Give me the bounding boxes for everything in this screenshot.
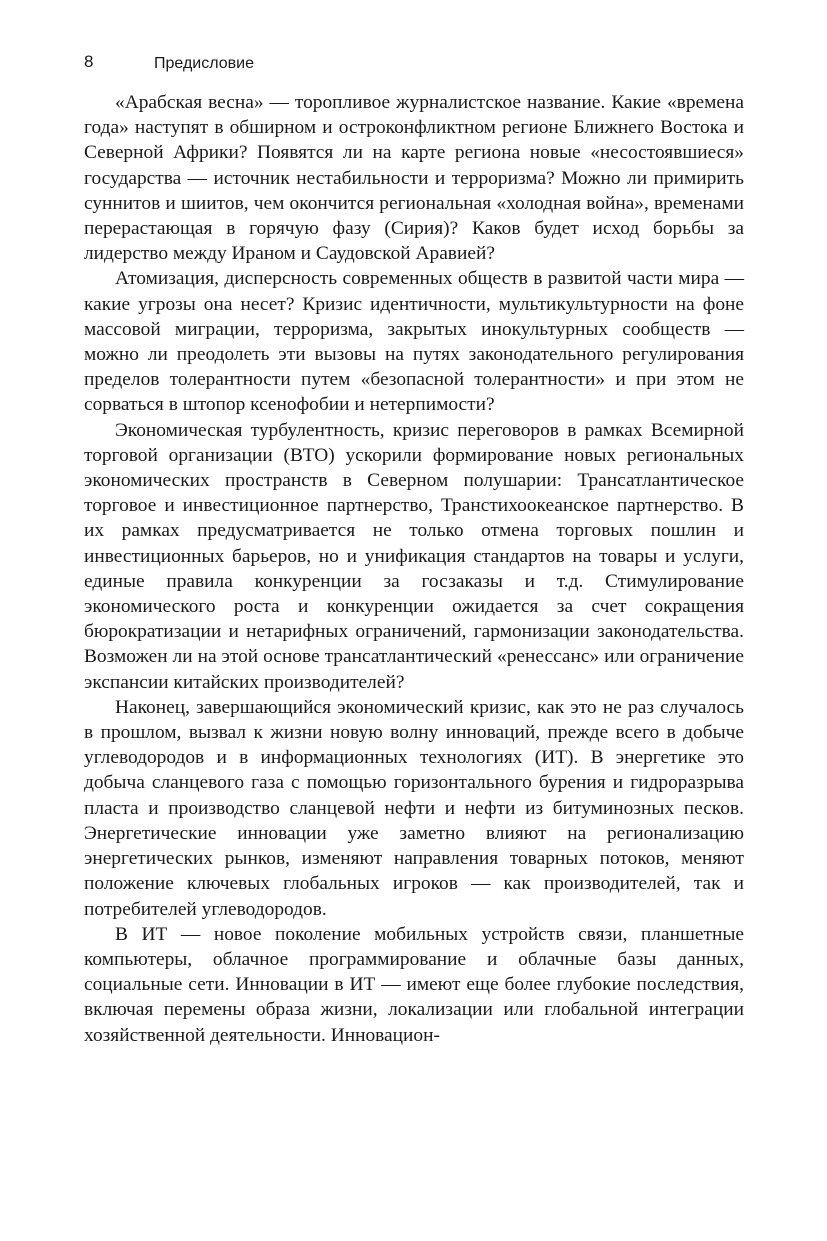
paragraph-arab-spring: «Арабская весна» — торопливое журналистское название. Какие «времена года» наступят в обширном и остроконфликтном регионе Ближнего Востока и Северной Африки? Появятся ли на карте региона новые «несостоявшиеся» государства — источник нестабильности и терроризма? Можно ли примирить суннитов и шиитов, чем окончится региональная «холодная война», временами перерастающая в горячую фазу (Сирия)? Каков будет исход борьбы за лидерство между Ираном и Саудовской Аравией? [84,92,744,265]
paragraph-it-innovation: В ИТ — новое поколение мобильных устройств связи, планшетные компьютеры, облачное программирование и облачные базы данных, социальные сети. Инновации в ИТ — имеют еще более глубокие последствия, включая перемены образа жизни, локализации или глобальной интеграции хозяйственной деятельности. Инновацион- [84,923,744,1046]
body-text [84,90,744,1048]
paragraph-economic-turbulence: Экономическая турбулентность, кризис переговоров в рамках Всемирной торговой организации (ВТО) ускорили формирование новых региональных экономических пространств в Северном полушарии: Трансатлантическое торговое и инвестиционное партнерство, Транстихоокеанское партнерство. В их рамках предусматривается не только отмена торговых пошлин и инвестиционных барьеров, но и унификация стандартов на товары и услуги, единые правила конкуренции за госзаказы и т.д. Стимулирование экономического роста и конкуренции ожидается за счет сокращения бюрократизации и нетарифных ограничений, гармонизации законодательства. Возможен ли на этой основе трансатлантический «ренессанс» или ограничение экспансии китайских производителей? [84,419,744,693]
page-number: 8 [84,52,94,71]
page-header [84,52,744,76]
paragraph-innovation-wave: Наконец, завершающийся экономический кризис, как это не раз случалось в прошлом, вызвал к жизни новую волну инноваций, прежде всего в добыче углеводородов и в информационных технологиях (ИТ). В энергетике это добыча сланцевого газа с помощью горизонтального бурения и гидроразрыва пласта и производство сланцевой нефти и нефти из битуминозных песков. Энергетические инновации уже заметно влияют на регионализацию энергетических рынков, изменяют направления товарных потоков, меняют положение ключевых глобальных игроков — как производителей, так и потребителей углеводородов. [84,696,744,920]
paragraph-atomization: Атомизация, дисперсность современных обществ в развитой части мира — какие угрозы она несет? Кризис идентичности, мультикультурности на фоне массовой миграции, терроризма, закрытых инокультурных сообществ — можно ли преодолеть эти вызовы на путях законодательного регулирования пределов толерантности путем «безопасной толерантности» и при этом не сорваться в штопор ксенофобии и нетерпимости? [84,268,744,416]
running-head: Предисловие [154,55,254,72]
